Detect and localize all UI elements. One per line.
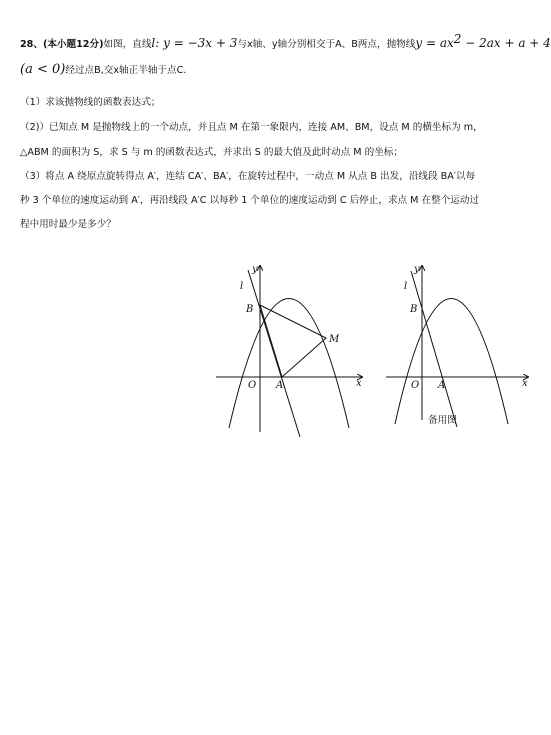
intro-text: 如图，直线 [103,39,152,51]
figure-2-caption: 备用图 [428,415,457,426]
fig1-label-y: y [252,264,258,275]
figure-2 [386,264,528,427]
part-3-line-2: 秒 3 个单位的速度运动到 A′，再沿线段 A′C 以每秒 1 个单位的速度运动到 C 后停止，求点 M 在整个运动过 [20,195,480,206]
problem-condition [20,63,528,78]
figures [212,262,542,442]
fig1-label-b: B [246,304,254,315]
fig2-label-a: A [438,380,446,391]
part-3-line-3: 程中用时最少是多少？ [20,219,116,230]
question-points: (本小题12分) [42,39,104,51]
fig2-label-x: x [522,378,528,389]
fig2-label-o: O [411,380,420,391]
part-1: （1）求该抛物线的函数表达式； [20,97,161,108]
fig2-label-l: l [404,281,408,292]
fig1-label-m: M [329,334,340,345]
line-name: l [151,36,156,51]
fig1-parabola [229,299,349,429]
problem-intro [20,32,551,52]
fig2-label-b: B [410,304,418,315]
fig2-parabola [395,299,508,425]
fig1-label-o: O [248,380,257,391]
fig1-label-x: x [356,378,362,389]
part-3-line-1: （3）将点 A 绕原点旋转得点 A′，连结 CA′、BA′，在旋转过程中，一动点 M 从点 B 出发，沿线段 BA′以每 [20,171,476,182]
question-number: 28、 [20,39,43,51]
intro-mid-text: 与x轴、y轴分别相交于A、B两点，抛物线 [237,39,416,51]
part-2-line-2: △ABM 的面积为 S，求 S 与 m 的函数表达式，并求出 S 的最大值及此时动点 M 的坐标； [20,147,403,158]
parabola-equation-b: − 2ax + a + 4 [461,36,551,51]
fig2-line-l [411,271,457,427]
parabola-exponent: 2 [453,32,462,46]
condition-math: (a < 0) [20,62,66,77]
figure-svg [212,262,542,442]
fig1-label-l: l [240,281,244,292]
figure-1 [216,264,362,437]
fig1-label-a: A [276,380,284,391]
part-2-line-1: （2)）已知点 M 是抛物线上的一个动点，并且点 M 在第一象限内，连接 AM、BM，设点 M 的横坐标为 m， [20,122,483,133]
condition-text: 经过点B,交x轴正半轴于点C. [65,65,187,76]
parabola-equation-a: y = ax [415,36,454,51]
fig2-label-y: y [414,264,420,275]
line-equation: : y = −3x + 3 [155,36,238,51]
fig1-line-l [248,270,300,437]
